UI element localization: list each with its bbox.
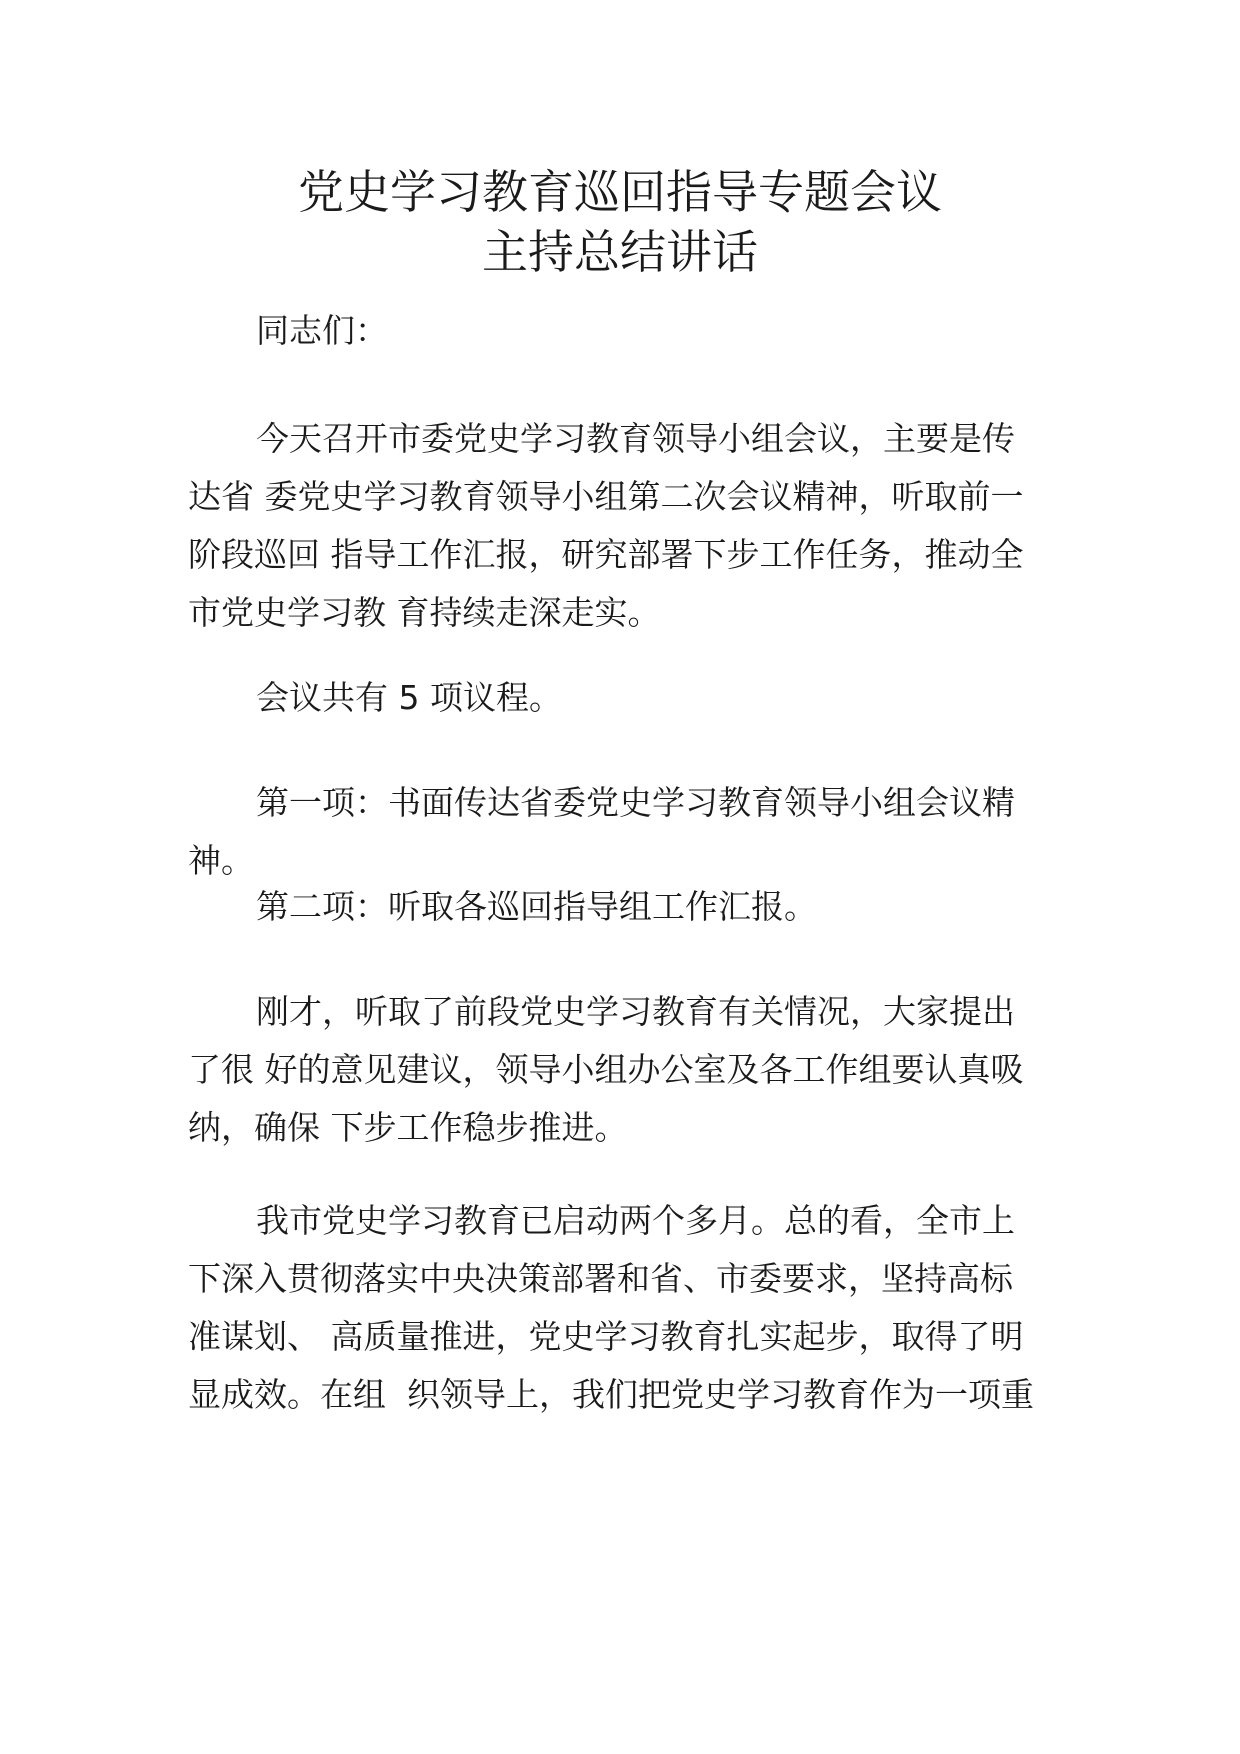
paragraph-line: 阶段巡回 指导工作汇报，研究部署下步工作任务，推动全 [188,535,1024,574]
paragraph-line: 了很 好的意见建议，领导小组办公室及各工作组要认真吸 [188,1050,1024,1089]
paragraph-line: 显成效。在组 织领导上，我们把党史学习教育作为一项重 [188,1375,1034,1414]
paragraph-line: 第一项：书面传达省委党史学习教育领导小组会议精 [256,783,1015,822]
paragraph-line: 同志们： [256,311,388,350]
paragraph-line: 今天召开市委党史学习教育领导小组会议，主要是传 [256,419,1015,458]
paragraph-line: 神。 [188,841,254,880]
summary-paragraph [188,1192,1068,1424]
paragraph-line: 准谋划、 高质量推进，党史学习教育扎实起步，取得了明 [188,1317,1024,1356]
paragraph-line: 我市党史学习教育已启动两个多月。总的看，全市上 [256,1201,1015,1240]
agenda-item-1-paragraph [188,774,1068,890]
paragraph-line: 会议共有 5 项议程。 [256,678,562,717]
agenda-item-2-paragraph [188,878,1068,936]
intro-paragraph [188,410,1068,642]
feedback-paragraph [188,983,1068,1157]
paragraph-line: 达省 委党史学习教育领导小组第二次会议精神，听取前一 [188,477,1024,516]
paragraph-line: 第二项：听取各巡回指导组工作汇报。 [256,887,817,926]
paragraph-line: 下深入贯彻落实中央决策部署和省、市委要求，坚持高标 [188,1259,1013,1298]
salutation-paragraph [188,302,1068,360]
paragraph-line: 市党史学习教 育持续走深走实。 [188,593,661,632]
document-title-line-2: 主持总结讲话 [482,225,758,279]
agenda-count-paragraph [188,669,1068,727]
paragraph-line: 纳，确保 下步工作稳步推进。 [188,1108,628,1147]
document-title-line-1: 党史学习教育巡回指导专题会议 [298,165,942,219]
paragraph-line: 刚才，听取了前段党史学习教育有关情况，大家提出 [256,992,1015,1031]
